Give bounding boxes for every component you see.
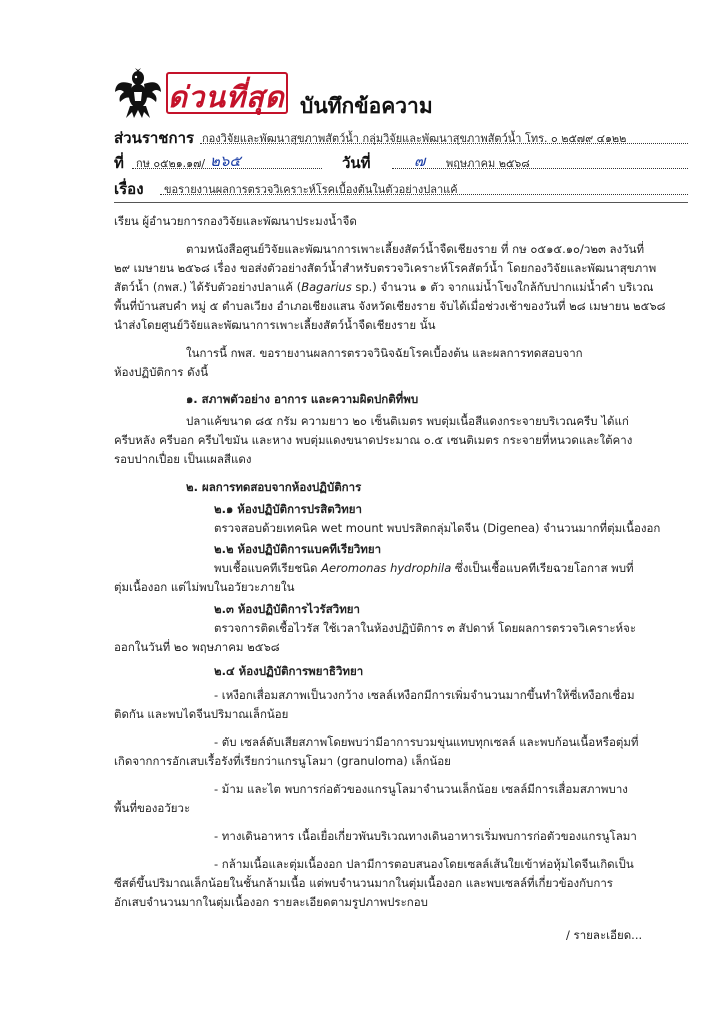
section-2-3-heading: ๒.๓ ห้องปฏิบัติการไวรัสวิทยา — [214, 602, 360, 616]
section-2-4-heading: ๒.๔ ห้องปฏิบัติการพยาธิวิทยา — [214, 664, 364, 678]
section-2-heading: ๒. ผลการทดสอบจากห้องปฏิบัติการ — [186, 480, 362, 494]
p2-line-1: ในการนี้ กพส. ขอรายงานผลการตรวจวินิจฉัยโรคเบื้องต้น และผลการทดสอบจาก — [186, 346, 583, 360]
section-1-heading: ๑. สภาพตัวอย่าง อาการ และความผิดปกติที่พบ — [186, 392, 419, 406]
date-day-handwritten: ๗ — [414, 152, 426, 170]
bullet-spleen-line-1: - ม้าม และไต พบการก่อตัวของแกรนูโลมาจำนวนเล็กน้อย เซลล์มีการเสื่อมสภาพบาง — [214, 782, 628, 796]
section-1-line-1: ปลาแค้ขนาด ๘๕ กรัม ความยาว ๒๐ เซ็นติเมตร พบตุ่มเนื้อสีแดงกระจายบริเวณครีบ ได้แก่ — [186, 414, 629, 428]
p1-line-1: ตามหนังสือศูนย์วิจัยและพัฒนาการเพาะเลี้ยงสัตว์น้ำจืดเชียงราย ที่ กษ ๐๕๑๕.๑๐/ว๒๓ ลงวันที่ — [186, 242, 645, 256]
salutation: เรียน ผู้อำนวยการกองวิจัยและพัฒนาประมงน้ำจืด — [114, 214, 357, 228]
garuda-emblem-icon — [114, 68, 162, 120]
bullet-gill-line-1: - เหงือกเสื่อมสภาพเป็นวงกว้าง เซลล์เหงือกมีการเพิ่มจำนวนมากขึ้นทำให้ซี่เหงือกเชื่อม — [214, 688, 635, 702]
date-label: วันที่ — [342, 154, 371, 172]
memo-title: บันทึกข้อความ — [300, 93, 433, 118]
continued-marker: / รายละเอียด... — [566, 928, 643, 942]
section-2-1-heading: ๒.๑ ห้องปฏิบัติการปรสิตวิทยา — [214, 502, 362, 516]
bullet-muscle-line-1: - กล้ามเนื้อและตุ่มเนื้องอก ปลามีการตอบสนองโดยเซลล์เส้นใยเข้าห่อหุ้มไดจีนเกิดเป็น — [214, 857, 634, 871]
bullet-spleen-line-2: พื้นที่ของอวัยวะ — [114, 801, 191, 815]
section-2-3-line-2: ออกในวันที่ ๒๐ พฤษภาคม ๒๕๖๘ — [114, 640, 280, 654]
ref-prefix: กษ ๐๕๒๑.๑๗/ — [136, 157, 206, 170]
section-1-line-3: รอบปากเปื่อย เป็นแผลสีแดง — [114, 452, 252, 466]
subject-label: เรื่อง — [114, 180, 144, 198]
bullet-gi-line-1: - ทางเดินอาหาร เนื้อเยื่อเกี่ยวพันบริเวณทางเดินอาหารเริ่มพบการก่อตัวของแกรนูโลมา — [214, 829, 637, 843]
section-2-2-line-1: พบเชื้อแบคทีเรียชนิด Aeromonas hydrophila ซึ่งเป็นเชื้อแบคทีเรียฉวยโอกาส พบที่ — [214, 561, 634, 575]
header-divider — [114, 202, 688, 203]
date-dotline — [392, 168, 688, 169]
ref-label: ที่ — [114, 154, 124, 172]
p1-line-4: พื้นที่บ้านสบคำ หมู่ ๕ ตำบลเวียง อำเภอเชียงแสน จังหวัดเชียงราย จับได้เมื่อช่วงเช้าของวันที่ ๒๘ เมษายน ๒๕๖๘ — [114, 299, 666, 313]
section-1-line-2: ครีบหลัง ครีบอก ครีบไขมัน และหาง พบตุ่มแดงขนาดประมาณ ๐.๕ เซนติเมตร กระจายที่หนวดและใต้คาง — [114, 433, 633, 447]
bullet-muscle-line-2: ซีสต์ขึ้นปริมาณเล็กน้อยในชั้นกล้ามเนื้อ แต่พบจำนวนมากในตุ่มเนื้องอก และพบเซลล์ที่เกี่ยวข้องกับการ — [114, 876, 613, 890]
subject-value: ขอรายงานผลการตรวจวิเคราะห์โรคเบื้องต้นในตัวอย่างปลาแค้ — [164, 183, 458, 196]
species-bagarius: Bagarius — [301, 280, 352, 294]
bullet-muscle-line-3: อักเสบจำนวนมากในตุ่มเนื้องอก รายละเอียดตามรูปภาพประกอบ — [114, 895, 428, 909]
ref-number-handwritten: ๒๖๕ — [210, 152, 241, 170]
agency-value: กองวิจัยและพัฒนาสุขภาพสัตว์น้ำ กลุ่มวิจัยและพัฒนาสุขภาพสัตว์น้ำ โทร. ๐ ๒๕๗๙ ๔๑๒๒ — [202, 132, 627, 145]
species-aeromonas: Aeromonas hydrophila — [321, 561, 452, 575]
bullet-liver-line-1: - ตับ เซลล์ตับเสียสภาพโดยพบว่ามีอาการบวมขุ่นแทบทุกเซลล์ และพบก้อนเนื้อหรือตุ่มที่ — [214, 735, 639, 749]
urgent-stamp: ด่วนที่สุด — [168, 80, 285, 114]
section-2-2-line-2: ตุ่มเนื้องอก แต่ไม่พบในอวัยวะภายใน — [114, 580, 295, 594]
bullet-gill-line-2: ติดกัน และพบไดจีนปริมาณเล็กน้อย — [114, 707, 289, 721]
bullet-liver-line-2: เกิดจากการอักเสบเรื้อรังที่เรียกว่าแกรนูโลมา (granuloma) เล็กน้อย — [114, 754, 451, 768]
section-2-2-heading: ๒.๒ ห้องปฏิบัติการแบคทีเรียวิทยา — [214, 542, 382, 556]
section-2-3-line-1: ตรวจการติดเชื้อไวรัส ใช้เวลาในห้องปฏิบัติการ ๓ สัปดาห์ โดยผลการตรวจวิเคราะห์จะ — [214, 621, 637, 635]
p1-line-3: สัตว์น้ำ (กพส.) ได้รับตัวอย่างปลาแค้ (Bagarius sp.) จำนวน ๑ ตัว จากแม่น้ำโขงใกล้กับปากแม่น้ำคำ บริเวณ — [114, 280, 654, 294]
p1-line-5: นำส่งโดยศูนย์วิจัยและพัฒนาการเพาะเลี้ยงสัตว์น้ำจืดเชียงราย นั้น — [114, 318, 436, 332]
date-rest: พฤษภาคม ๒๕๖๘ — [446, 157, 530, 170]
agency-label: ส่วนราชการ — [114, 129, 195, 147]
p2-line-2: ห้องปฏิบัติการ ดังนี้ — [114, 365, 209, 379]
p1-line-2: ๒๙ เมษายน ๒๕๖๘ เรื่อง ขอส่งตัวอย่างสัตว์น้ำสำหรับตรวจวิเคราะห์โรคสัตว์น้ำ โดยกองวิจัยและพัฒนาสุขภาพ — [114, 261, 657, 275]
section-2-1-text: ตรวจสอบด้วยเทคนิค wet mount พบปรสิตกลุ่มไดจีน (Digenea) จำนวนมากที่ตุ่มเนื้องอก — [214, 521, 661, 535]
